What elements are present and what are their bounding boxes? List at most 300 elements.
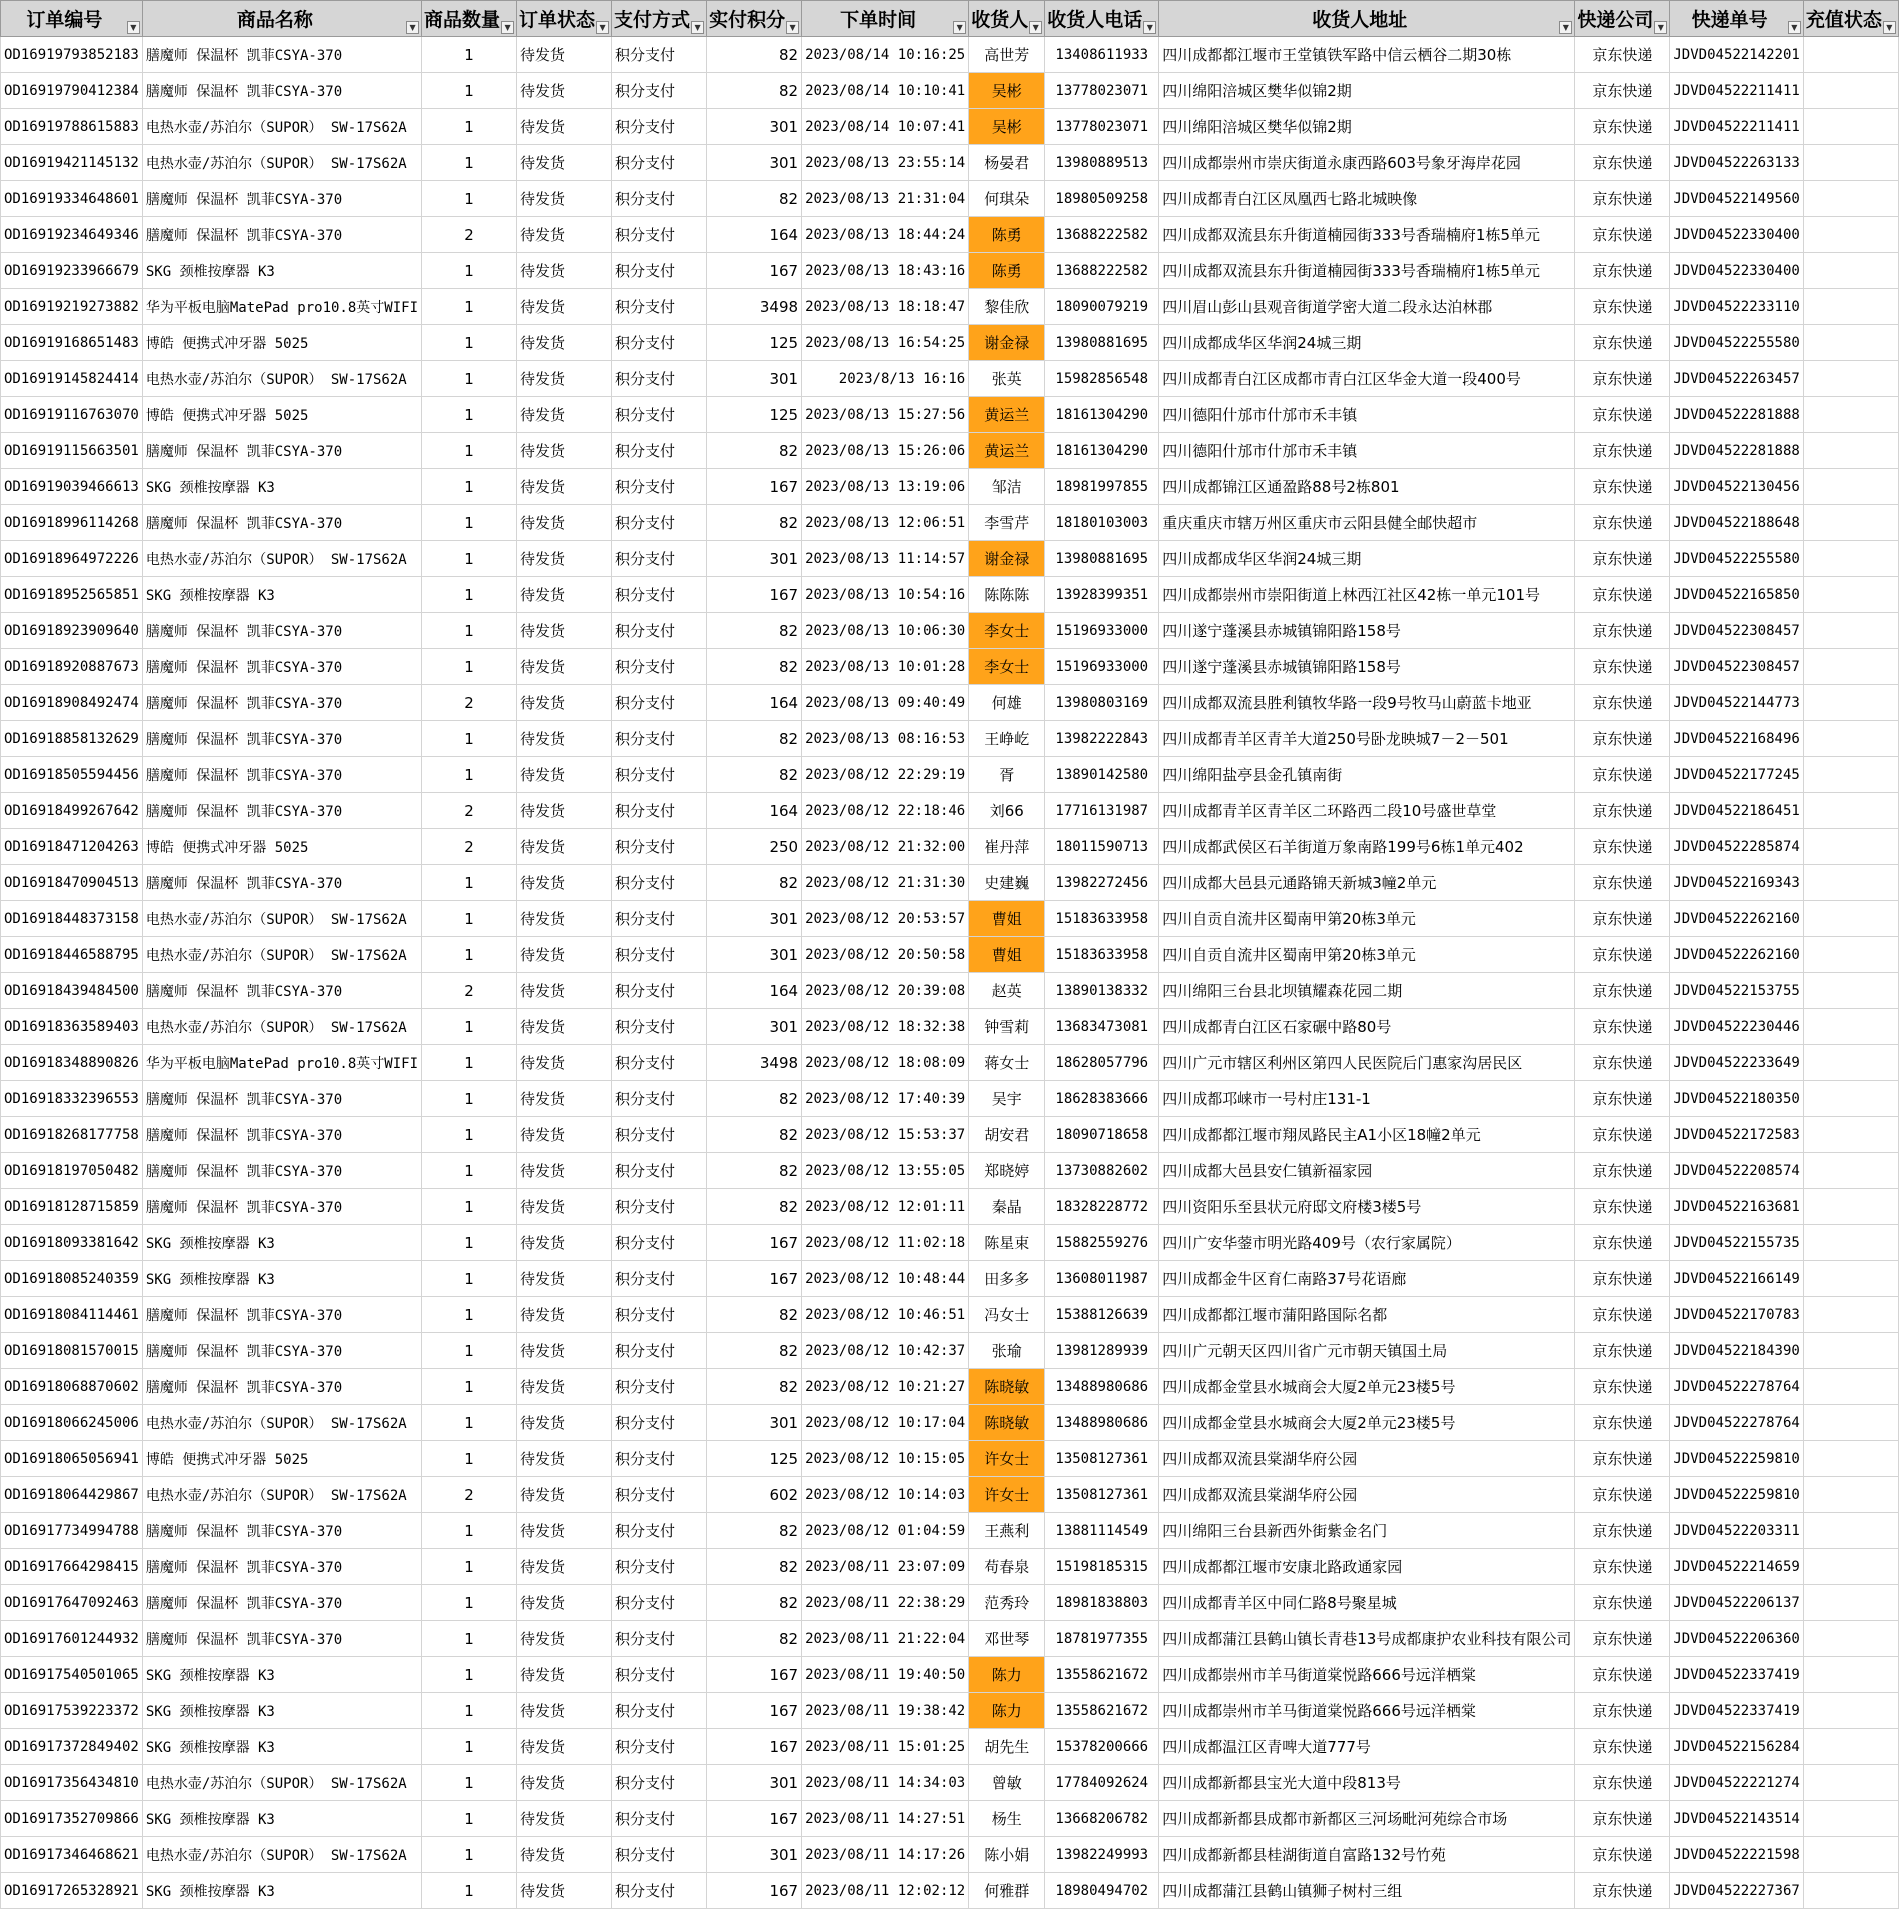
cell-order-time[interactable]: 2023/08/13 10:06:30 bbox=[802, 613, 969, 649]
cell-phone[interactable]: 18628383666 bbox=[1045, 1081, 1159, 1117]
cell-recipient[interactable]: 陈力 bbox=[969, 1693, 1045, 1729]
cell-status[interactable]: 待发货 bbox=[517, 1045, 612, 1081]
cell-order-id[interactable]: OD16918085240359 bbox=[1, 1261, 143, 1297]
cell-tracking[interactable]: JDVD04522165850 bbox=[1670, 577, 1803, 613]
cell-recharge[interactable] bbox=[1803, 613, 1898, 649]
cell-qty[interactable]: 1 bbox=[422, 1873, 517, 1909]
cell-tracking[interactable]: JDVD04522337419 bbox=[1670, 1693, 1803, 1729]
cell-order-time[interactable]: 2023/08/12 12:01:11 bbox=[802, 1189, 969, 1225]
cell-order-id[interactable]: OD16918068870602 bbox=[1, 1369, 143, 1405]
cell-phone[interactable]: 13558621672 bbox=[1045, 1693, 1159, 1729]
cell-order-time[interactable]: 2023/08/12 10:14:03 bbox=[802, 1477, 969, 1513]
cell-qty[interactable]: 1 bbox=[422, 505, 517, 541]
cell-phone[interactable]: 13980803169 bbox=[1045, 685, 1159, 721]
cell-recharge[interactable] bbox=[1803, 1837, 1898, 1873]
cell-order-time[interactable]: 2023/08/13 12:06:51 bbox=[802, 505, 969, 541]
cell-product[interactable]: 膳魔师 保温杯 凯菲CSYA-370 bbox=[142, 721, 421, 757]
cell-product[interactable]: 膳魔师 保温杯 凯菲CSYA-370 bbox=[142, 1189, 421, 1225]
cell-product[interactable]: 电热水壶/苏泊尔（SUPOR） SW-17S62A bbox=[142, 1405, 421, 1441]
cell-address[interactable]: 四川成都双流县胜利镇牧华路一段9号牧马山蔚蓝卡地亚 bbox=[1159, 685, 1575, 721]
cell-address[interactable]: 四川成都金堂县水城商会大厦2单元23楼5号 bbox=[1159, 1369, 1575, 1405]
cell-phone[interactable]: 13408611933 bbox=[1045, 37, 1159, 73]
cell-product[interactable]: 膳魔师 保温杯 凯菲CSYA-370 bbox=[142, 433, 421, 469]
cell-product[interactable]: 博皓 便携式冲牙器 5025 bbox=[142, 829, 421, 865]
cell-payment[interactable]: 积分支付 bbox=[612, 1621, 707, 1657]
cell-phone[interactable]: 18980509258 bbox=[1045, 181, 1159, 217]
cell-courier[interactable]: 京东快递 bbox=[1575, 793, 1670, 829]
cell-order-id[interactable]: OD16919788615883 bbox=[1, 109, 143, 145]
cell-payment[interactable]: 积分支付 bbox=[612, 1081, 707, 1117]
cell-payment[interactable]: 积分支付 bbox=[612, 577, 707, 613]
cell-recharge[interactable] bbox=[1803, 1297, 1898, 1333]
cell-points[interactable]: 82 bbox=[707, 865, 802, 901]
cell-courier[interactable]: 京东快递 bbox=[1575, 433, 1670, 469]
cell-order-id[interactable]: OD16919039466613 bbox=[1, 469, 143, 505]
cell-recipient[interactable]: 杨生 bbox=[969, 1801, 1045, 1837]
cell-courier[interactable]: 京东快递 bbox=[1575, 1225, 1670, 1261]
cell-product[interactable]: 电热水壶/苏泊尔（SUPOR） SW-17S62A bbox=[142, 1837, 421, 1873]
cell-address[interactable]: 四川资阳乐至县状元府邸文府楼3楼5号 bbox=[1159, 1189, 1575, 1225]
cell-status[interactable]: 待发货 bbox=[517, 757, 612, 793]
cell-courier[interactable]: 京东快递 bbox=[1575, 1765, 1670, 1801]
cell-order-id[interactable]: OD16918128715859 bbox=[1, 1189, 143, 1225]
cell-points[interactable]: 301 bbox=[707, 1837, 802, 1873]
cell-points[interactable]: 301 bbox=[707, 541, 802, 577]
cell-qty[interactable]: 1 bbox=[422, 433, 517, 469]
cell-phone[interactable]: 13668206782 bbox=[1045, 1801, 1159, 1837]
cell-order-id[interactable]: OD16918363589403 bbox=[1, 1009, 143, 1045]
cell-recipient[interactable]: 许女士 bbox=[969, 1441, 1045, 1477]
cell-courier[interactable]: 京东快递 bbox=[1575, 937, 1670, 973]
cell-status[interactable]: 待发货 bbox=[517, 613, 612, 649]
cell-qty[interactable]: 1 bbox=[422, 1261, 517, 1297]
cell-product[interactable]: 膳魔师 保温杯 凯菲CSYA-370 bbox=[142, 181, 421, 217]
filter-dropdown-icon[interactable]: ▼ bbox=[953, 21, 966, 34]
cell-status[interactable]: 待发货 bbox=[517, 1297, 612, 1333]
cell-tracking[interactable]: JDVD04522166149 bbox=[1670, 1261, 1803, 1297]
cell-courier[interactable]: 京东快递 bbox=[1575, 145, 1670, 181]
cell-address[interactable]: 四川成都新都县宝光大道中段813号 bbox=[1159, 1765, 1575, 1801]
header-recipient[interactable]: 收货人 ▼ bbox=[969, 1, 1045, 37]
cell-product[interactable]: SKG 颈椎按摩器 K3 bbox=[142, 1729, 421, 1765]
cell-order-id[interactable]: OD16919115663501 bbox=[1, 433, 143, 469]
cell-product[interactable]: 膳魔师 保温杯 凯菲CSYA-370 bbox=[142, 217, 421, 253]
cell-order-time[interactable]: 2023/08/12 10:15:05 bbox=[802, 1441, 969, 1477]
cell-status[interactable]: 待发货 bbox=[517, 1765, 612, 1801]
cell-address[interactable]: 四川成都崇州市崇阳街道上林西江社区42栋一单元101号 bbox=[1159, 577, 1575, 613]
cell-order-time[interactable]: 2023/08/11 21:22:04 bbox=[802, 1621, 969, 1657]
cell-order-id[interactable]: OD16918065056941 bbox=[1, 1441, 143, 1477]
cell-points[interactable]: 82 bbox=[707, 1189, 802, 1225]
cell-status[interactable]: 待发货 bbox=[517, 1009, 612, 1045]
cell-recharge[interactable] bbox=[1803, 361, 1898, 397]
cell-points[interactable]: 82 bbox=[707, 37, 802, 73]
cell-status[interactable]: 待发货 bbox=[517, 1873, 612, 1909]
cell-courier[interactable]: 京东快递 bbox=[1575, 1117, 1670, 1153]
cell-recipient[interactable]: 张英 bbox=[969, 361, 1045, 397]
cell-recipient[interactable]: 何琪朵 bbox=[969, 181, 1045, 217]
cell-payment[interactable]: 积分支付 bbox=[612, 1801, 707, 1837]
cell-status[interactable]: 待发货 bbox=[517, 1261, 612, 1297]
cell-address[interactable]: 四川成都双流县东升街道楠园街333号香瑞楠府1栋5单元 bbox=[1159, 253, 1575, 289]
cell-points[interactable]: 82 bbox=[707, 1297, 802, 1333]
cell-payment[interactable]: 积分支付 bbox=[612, 685, 707, 721]
cell-status[interactable]: 待发货 bbox=[517, 1477, 612, 1513]
cell-qty[interactable]: 1 bbox=[422, 1693, 517, 1729]
cell-order-id[interactable]: OD16918268177758 bbox=[1, 1117, 143, 1153]
cell-order-id[interactable]: OD16919334648601 bbox=[1, 181, 143, 217]
filter-dropdown-icon[interactable]: ▼ bbox=[1559, 21, 1572, 34]
cell-payment[interactable]: 积分支付 bbox=[612, 1873, 707, 1909]
cell-product[interactable]: 华为平板电脑MatePad pro10.8英寸WIFI bbox=[142, 289, 421, 325]
cell-payment[interactable]: 积分支付 bbox=[612, 1729, 707, 1765]
cell-address[interactable]: 四川德阳什邡市什邡市禾丰镇 bbox=[1159, 433, 1575, 469]
cell-points[interactable]: 164 bbox=[707, 973, 802, 1009]
cell-address[interactable]: 四川成都金牛区育仁南路37号花语廊 bbox=[1159, 1261, 1575, 1297]
cell-recipient[interactable]: 陈晓敏 bbox=[969, 1405, 1045, 1441]
cell-courier[interactable]: 京东快递 bbox=[1575, 829, 1670, 865]
cell-tracking[interactable]: JDVD04522143514 bbox=[1670, 1801, 1803, 1837]
cell-recipient[interactable]: 苟春泉 bbox=[969, 1549, 1045, 1585]
cell-address[interactable]: 四川德阳什邡市什邡市禾丰镇 bbox=[1159, 397, 1575, 433]
cell-payment[interactable]: 积分支付 bbox=[612, 325, 707, 361]
cell-recharge[interactable] bbox=[1803, 865, 1898, 901]
cell-recharge[interactable] bbox=[1803, 1513, 1898, 1549]
cell-product[interactable]: 膳魔师 保温杯 凯菲CSYA-370 bbox=[142, 1549, 421, 1585]
cell-courier[interactable]: 京东快递 bbox=[1575, 289, 1670, 325]
cell-phone[interactable]: 18328228772 bbox=[1045, 1189, 1159, 1225]
cell-payment[interactable]: 积分支付 bbox=[612, 361, 707, 397]
cell-order-id[interactable]: OD16918332396553 bbox=[1, 1081, 143, 1117]
cell-qty[interactable]: 1 bbox=[422, 1333, 517, 1369]
cell-address[interactable]: 四川成都大邑县安仁镇新福家园 bbox=[1159, 1153, 1575, 1189]
cell-status[interactable]: 待发货 bbox=[517, 397, 612, 433]
cell-order-id[interactable]: OD16917647092463 bbox=[1, 1585, 143, 1621]
cell-address[interactable]: 四川成都都江堰市安康北路政通家园 bbox=[1159, 1549, 1575, 1585]
cell-tracking[interactable]: JDVD04522211411 bbox=[1670, 73, 1803, 109]
cell-points[interactable]: 301 bbox=[707, 109, 802, 145]
cell-courier[interactable]: 京东快递 bbox=[1575, 1261, 1670, 1297]
cell-courier[interactable]: 京东快递 bbox=[1575, 649, 1670, 685]
cell-status[interactable]: 待发货 bbox=[517, 1189, 612, 1225]
cell-order-id[interactable]: OD16918093381642 bbox=[1, 1225, 143, 1261]
cell-order-id[interactable]: OD16918446588795 bbox=[1, 937, 143, 973]
cell-recharge[interactable] bbox=[1803, 793, 1898, 829]
cell-status[interactable]: 待发货 bbox=[517, 1333, 612, 1369]
cell-recipient[interactable]: 陈勇 bbox=[969, 253, 1045, 289]
cell-order-id[interactable]: OD16918197050482 bbox=[1, 1153, 143, 1189]
cell-phone[interactable]: 13980881695 bbox=[1045, 541, 1159, 577]
cell-points[interactable]: 82 bbox=[707, 1117, 802, 1153]
cell-order-id[interactable]: OD16918066245006 bbox=[1, 1405, 143, 1441]
cell-address[interactable]: 四川成都双流县东升街道楠园街333号香瑞楠府1栋5单元 bbox=[1159, 217, 1575, 253]
cell-tracking[interactable]: JDVD04522330400 bbox=[1670, 253, 1803, 289]
cell-courier[interactable]: 京东快递 bbox=[1575, 541, 1670, 577]
cell-recipient[interactable]: 郑晓婷 bbox=[969, 1153, 1045, 1189]
cell-order-time[interactable]: 2023/08/12 10:21:27 bbox=[802, 1369, 969, 1405]
cell-recharge[interactable] bbox=[1803, 1081, 1898, 1117]
cell-order-id[interactable]: OD16917734994788 bbox=[1, 1513, 143, 1549]
cell-payment[interactable]: 积分支付 bbox=[612, 1441, 707, 1477]
cell-order-id[interactable]: OD16918499267642 bbox=[1, 793, 143, 829]
cell-order-time[interactable]: 2023/08/13 18:18:47 bbox=[802, 289, 969, 325]
cell-recipient[interactable]: 田多多 bbox=[969, 1261, 1045, 1297]
cell-payment[interactable]: 积分支付 bbox=[612, 793, 707, 829]
cell-status[interactable]: 待发货 bbox=[517, 901, 612, 937]
cell-recharge[interactable] bbox=[1803, 1477, 1898, 1513]
cell-recharge[interactable] bbox=[1803, 1729, 1898, 1765]
cell-product[interactable]: 膳魔师 保温杯 凯菲CSYA-370 bbox=[142, 1081, 421, 1117]
cell-courier[interactable]: 京东快递 bbox=[1575, 1153, 1670, 1189]
cell-points[interactable]: 125 bbox=[707, 325, 802, 361]
filter-dropdown-icon[interactable]: ▼ bbox=[1654, 21, 1667, 34]
cell-recharge[interactable] bbox=[1803, 1333, 1898, 1369]
cell-recipient[interactable]: 吴彬 bbox=[969, 109, 1045, 145]
cell-qty[interactable]: 1 bbox=[422, 109, 517, 145]
cell-tracking[interactable]: JDVD04522262160 bbox=[1670, 901, 1803, 937]
cell-recipient[interactable]: 杨晏君 bbox=[969, 145, 1045, 181]
cell-status[interactable]: 待发货 bbox=[517, 829, 612, 865]
header-payment[interactable]: 支付方式 ▼ bbox=[612, 1, 707, 37]
cell-order-id[interactable]: OD16919234649346 bbox=[1, 217, 143, 253]
cell-address[interactable]: 重庆重庆市辖万州区重庆市云阳县健全邮快超市 bbox=[1159, 505, 1575, 541]
filter-dropdown-icon[interactable]: ▼ bbox=[786, 21, 799, 34]
cell-qty[interactable]: 1 bbox=[422, 1369, 517, 1405]
cell-courier[interactable]: 京东快递 bbox=[1575, 577, 1670, 613]
cell-qty[interactable]: 1 bbox=[422, 1405, 517, 1441]
cell-recipient[interactable]: 邹洁 bbox=[969, 469, 1045, 505]
cell-status[interactable]: 待发货 bbox=[517, 361, 612, 397]
cell-recipient[interactable]: 钟雪莉 bbox=[969, 1009, 1045, 1045]
cell-order-id[interactable]: OD16919790412384 bbox=[1, 73, 143, 109]
cell-status[interactable]: 待发货 bbox=[517, 1657, 612, 1693]
cell-recharge[interactable] bbox=[1803, 397, 1898, 433]
cell-tracking[interactable]: JDVD04522221274 bbox=[1670, 1765, 1803, 1801]
cell-recipient[interactable]: 曹姐 bbox=[969, 901, 1045, 937]
cell-tracking[interactable]: JDVD04522285874 bbox=[1670, 829, 1803, 865]
cell-address[interactable]: 四川成都蒲江县鹤山镇狮子树村三组 bbox=[1159, 1873, 1575, 1909]
cell-payment[interactable]: 积分支付 bbox=[612, 109, 707, 145]
cell-order-time[interactable]: 2023/08/11 15:01:25 bbox=[802, 1729, 969, 1765]
cell-address[interactable]: 四川成都都江堰市王堂镇铁军路中信云栖谷二期30栋 bbox=[1159, 37, 1575, 73]
cell-payment[interactable]: 积分支付 bbox=[612, 1261, 707, 1297]
cell-status[interactable]: 待发货 bbox=[517, 649, 612, 685]
cell-phone[interactable]: 15196933000 bbox=[1045, 649, 1159, 685]
cell-tracking[interactable]: JDVD04522149560 bbox=[1670, 181, 1803, 217]
cell-status[interactable]: 待发货 bbox=[517, 541, 612, 577]
cell-order-id[interactable]: OD16917265328921 bbox=[1, 1873, 143, 1909]
cell-points[interactable]: 301 bbox=[707, 937, 802, 973]
cell-qty[interactable]: 1 bbox=[422, 1189, 517, 1225]
cell-status[interactable]: 待发货 bbox=[517, 289, 612, 325]
cell-payment[interactable]: 积分支付 bbox=[612, 937, 707, 973]
cell-order-id[interactable]: OD16917540501065 bbox=[1, 1657, 143, 1693]
cell-order-time[interactable]: 2023/08/11 22:38:29 bbox=[802, 1585, 969, 1621]
cell-product[interactable]: 膳魔师 保温杯 凯菲CSYA-370 bbox=[142, 685, 421, 721]
cell-recipient[interactable]: 胥 bbox=[969, 757, 1045, 793]
cell-order-time[interactable]: 2023/08/12 18:32:38 bbox=[802, 1009, 969, 1045]
cell-points[interactable]: 164 bbox=[707, 793, 802, 829]
cell-payment[interactable]: 积分支付 bbox=[612, 865, 707, 901]
cell-phone[interactable]: 18161304290 bbox=[1045, 397, 1159, 433]
cell-phone[interactable]: 15982856548 bbox=[1045, 361, 1159, 397]
cell-points[interactable]: 167 bbox=[707, 1873, 802, 1909]
cell-courier[interactable]: 京东快递 bbox=[1575, 1369, 1670, 1405]
cell-phone[interactable]: 18011590713 bbox=[1045, 829, 1159, 865]
cell-qty[interactable]: 1 bbox=[422, 721, 517, 757]
cell-address[interactable]: 四川成都邛崃市一号村庄131-1 bbox=[1159, 1081, 1575, 1117]
cell-status[interactable]: 待发货 bbox=[517, 685, 612, 721]
cell-payment[interactable]: 积分支付 bbox=[612, 973, 707, 1009]
cell-recharge[interactable] bbox=[1803, 1045, 1898, 1081]
cell-tracking[interactable]: JDVD04522233110 bbox=[1670, 289, 1803, 325]
cell-tracking[interactable]: JDVD04522263133 bbox=[1670, 145, 1803, 181]
cell-order-time[interactable]: 2023/08/14 10:16:25 bbox=[802, 37, 969, 73]
filter-dropdown-icon[interactable]: ▼ bbox=[406, 21, 419, 34]
cell-address[interactable]: 四川成都青白江区石家碾中路80号 bbox=[1159, 1009, 1575, 1045]
cell-tracking[interactable]: JDVD04522233649 bbox=[1670, 1045, 1803, 1081]
cell-order-time[interactable]: 2023/08/12 21:31:30 bbox=[802, 865, 969, 901]
cell-points[interactable]: 82 bbox=[707, 73, 802, 109]
cell-courier[interactable]: 京东快递 bbox=[1575, 1297, 1670, 1333]
cell-address[interactable]: 四川成都金堂县水城商会大厦2单元23楼5号 bbox=[1159, 1405, 1575, 1441]
cell-status[interactable]: 待发货 bbox=[517, 721, 612, 757]
cell-qty[interactable]: 1 bbox=[422, 1837, 517, 1873]
cell-status[interactable]: 待发货 bbox=[517, 505, 612, 541]
cell-product[interactable]: 膳魔师 保温杯 凯菲CSYA-370 bbox=[142, 973, 421, 1009]
cell-phone[interactable]: 15378200666 bbox=[1045, 1729, 1159, 1765]
cell-courier[interactable]: 京东快递 bbox=[1575, 1621, 1670, 1657]
cell-order-time[interactable]: 2023/08/13 16:54:25 bbox=[802, 325, 969, 361]
cell-product[interactable]: 博皓 便携式冲牙器 5025 bbox=[142, 397, 421, 433]
cell-recharge[interactable] bbox=[1803, 1621, 1898, 1657]
cell-tracking[interactable]: JDVD04522168496 bbox=[1670, 721, 1803, 757]
cell-status[interactable]: 待发货 bbox=[517, 937, 612, 973]
cell-recharge[interactable] bbox=[1803, 37, 1898, 73]
cell-payment[interactable]: 积分支付 bbox=[612, 1117, 707, 1153]
cell-address[interactable]: 四川成都青羊区青羊大道250号卧龙映城7－2－501 bbox=[1159, 721, 1575, 757]
cell-order-id[interactable]: OD16918920887673 bbox=[1, 649, 143, 685]
header-courier[interactable]: 快递公司 ▼ bbox=[1575, 1, 1670, 37]
cell-phone[interactable]: 18090079219 bbox=[1045, 289, 1159, 325]
cell-qty[interactable]: 2 bbox=[422, 829, 517, 865]
cell-points[interactable]: 82 bbox=[707, 1333, 802, 1369]
cell-recharge[interactable] bbox=[1803, 1009, 1898, 1045]
cell-recipient[interactable]: 谢金禄 bbox=[969, 325, 1045, 361]
cell-tracking[interactable]: JDVD04522259810 bbox=[1670, 1441, 1803, 1477]
cell-order-time[interactable]: 2023/08/13 18:44:24 bbox=[802, 217, 969, 253]
cell-address[interactable]: 四川绵阳三台县新西外街紫金名门 bbox=[1159, 1513, 1575, 1549]
cell-courier[interactable]: 京东快递 bbox=[1575, 1441, 1670, 1477]
cell-recharge[interactable] bbox=[1803, 1585, 1898, 1621]
cell-phone[interactable]: 13890138332 bbox=[1045, 973, 1159, 1009]
cell-payment[interactable]: 积分支付 bbox=[612, 757, 707, 793]
cell-tracking[interactable]: JDVD04522214659 bbox=[1670, 1549, 1803, 1585]
cell-recharge[interactable] bbox=[1803, 1117, 1898, 1153]
cell-phone[interactable]: 13688222582 bbox=[1045, 253, 1159, 289]
cell-tracking[interactable]: JDVD04522230446 bbox=[1670, 1009, 1803, 1045]
cell-courier[interactable]: 京东快递 bbox=[1575, 1333, 1670, 1369]
cell-status[interactable]: 待发货 bbox=[517, 1225, 612, 1261]
cell-phone[interactable]: 18981997855 bbox=[1045, 469, 1159, 505]
cell-order-time[interactable]: 2023/08/12 10:46:51 bbox=[802, 1297, 969, 1333]
cell-courier[interactable]: 京东快递 bbox=[1575, 1873, 1670, 1909]
cell-address[interactable]: 四川成都新都县成都市新都区三河场毗河苑综合市场 bbox=[1159, 1801, 1575, 1837]
cell-courier[interactable]: 京东快递 bbox=[1575, 217, 1670, 253]
cell-order-time[interactable]: 2023/08/13 15:26:06 bbox=[802, 433, 969, 469]
cell-product[interactable]: 膳魔师 保温杯 凯菲CSYA-370 bbox=[142, 1621, 421, 1657]
cell-phone[interactable]: 15183633958 bbox=[1045, 937, 1159, 973]
cell-product[interactable]: 博皓 便携式冲牙器 5025 bbox=[142, 325, 421, 361]
cell-status[interactable]: 待发货 bbox=[517, 325, 612, 361]
cell-product[interactable]: 电热水壶/苏泊尔（SUPOR） SW-17S62A bbox=[142, 541, 421, 577]
cell-order-time[interactable]: 2023/08/12 20:50:58 bbox=[802, 937, 969, 973]
cell-recipient[interactable]: 陈晓敏 bbox=[969, 1369, 1045, 1405]
header-address[interactable]: 收货人地址 ▼ bbox=[1159, 1, 1575, 37]
cell-qty[interactable]: 1 bbox=[422, 1513, 517, 1549]
cell-address[interactable]: 四川成都都江堰市翔凤路民主A1小区18幢2单元 bbox=[1159, 1117, 1575, 1153]
filter-dropdown-icon[interactable]: ▼ bbox=[1143, 21, 1156, 34]
cell-product[interactable]: 博皓 便携式冲牙器 5025 bbox=[142, 1441, 421, 1477]
cell-recipient[interactable]: 邓世琴 bbox=[969, 1621, 1045, 1657]
cell-tracking[interactable]: JDVD04522203311 bbox=[1670, 1513, 1803, 1549]
cell-product[interactable]: 电热水壶/苏泊尔（SUPOR） SW-17S62A bbox=[142, 1009, 421, 1045]
cell-recipient[interactable]: 黄运兰 bbox=[969, 397, 1045, 433]
cell-recipient[interactable]: 曾敏 bbox=[969, 1765, 1045, 1801]
cell-phone[interactable]: 13730882602 bbox=[1045, 1153, 1159, 1189]
cell-tracking[interactable]: JDVD04522180350 bbox=[1670, 1081, 1803, 1117]
cell-product[interactable]: SKG 颈椎按摩器 K3 bbox=[142, 1657, 421, 1693]
cell-qty[interactable]: 1 bbox=[422, 1225, 517, 1261]
cell-status[interactable]: 待发货 bbox=[517, 1801, 612, 1837]
cell-qty[interactable]: 1 bbox=[422, 469, 517, 505]
cell-phone[interactable]: 13778023071 bbox=[1045, 109, 1159, 145]
cell-phone[interactable]: 13508127361 bbox=[1045, 1441, 1159, 1477]
cell-product[interactable]: SKG 颈椎按摩器 K3 bbox=[142, 1693, 421, 1729]
cell-courier[interactable]: 京东快递 bbox=[1575, 505, 1670, 541]
cell-courier[interactable]: 京东快递 bbox=[1575, 181, 1670, 217]
cell-recharge[interactable] bbox=[1803, 1405, 1898, 1441]
cell-status[interactable]: 待发货 bbox=[517, 973, 612, 1009]
cell-phone[interactable]: 13928399351 bbox=[1045, 577, 1159, 613]
cell-recharge[interactable] bbox=[1803, 253, 1898, 289]
cell-courier[interactable]: 京东快递 bbox=[1575, 973, 1670, 1009]
cell-payment[interactable]: 积分支付 bbox=[612, 433, 707, 469]
cell-tracking[interactable]: JDVD04522308457 bbox=[1670, 613, 1803, 649]
cell-recharge[interactable] bbox=[1803, 685, 1898, 721]
cell-phone[interactable]: 18090718658 bbox=[1045, 1117, 1159, 1153]
cell-order-time[interactable]: 2023/08/12 20:39:08 bbox=[802, 973, 969, 1009]
cell-qty[interactable]: 1 bbox=[422, 181, 517, 217]
cell-phone[interactable]: 18981838803 bbox=[1045, 1585, 1159, 1621]
cell-tracking[interactable]: JDVD04522188648 bbox=[1670, 505, 1803, 541]
cell-phone[interactable]: 15183633958 bbox=[1045, 901, 1159, 937]
cell-recipient[interactable]: 何雄 bbox=[969, 685, 1045, 721]
cell-order-id[interactable]: OD16918858132629 bbox=[1, 721, 143, 757]
cell-tracking[interactable]: JDVD04522281888 bbox=[1670, 397, 1803, 433]
header-order-time[interactable]: 下单时间 ▼ bbox=[802, 1, 969, 37]
cell-address[interactable]: 四川成都成华区华润24城三期 bbox=[1159, 325, 1575, 361]
cell-qty[interactable]: 1 bbox=[422, 1657, 517, 1693]
cell-product[interactable]: 电热水壶/苏泊尔（SUPOR） SW-17S62A bbox=[142, 1477, 421, 1513]
cell-payment[interactable]: 积分支付 bbox=[612, 37, 707, 73]
cell-points[interactable]: 167 bbox=[707, 1225, 802, 1261]
cell-points[interactable]: 82 bbox=[707, 1081, 802, 1117]
cell-address[interactable]: 四川成都新都县桂湖街道自富路132号竹苑 bbox=[1159, 1837, 1575, 1873]
cell-phone[interactable]: 15198185315 bbox=[1045, 1549, 1159, 1585]
cell-points[interactable]: 301 bbox=[707, 1765, 802, 1801]
cell-product[interactable]: 膳魔师 保温杯 凯菲CSYA-370 bbox=[142, 1513, 421, 1549]
